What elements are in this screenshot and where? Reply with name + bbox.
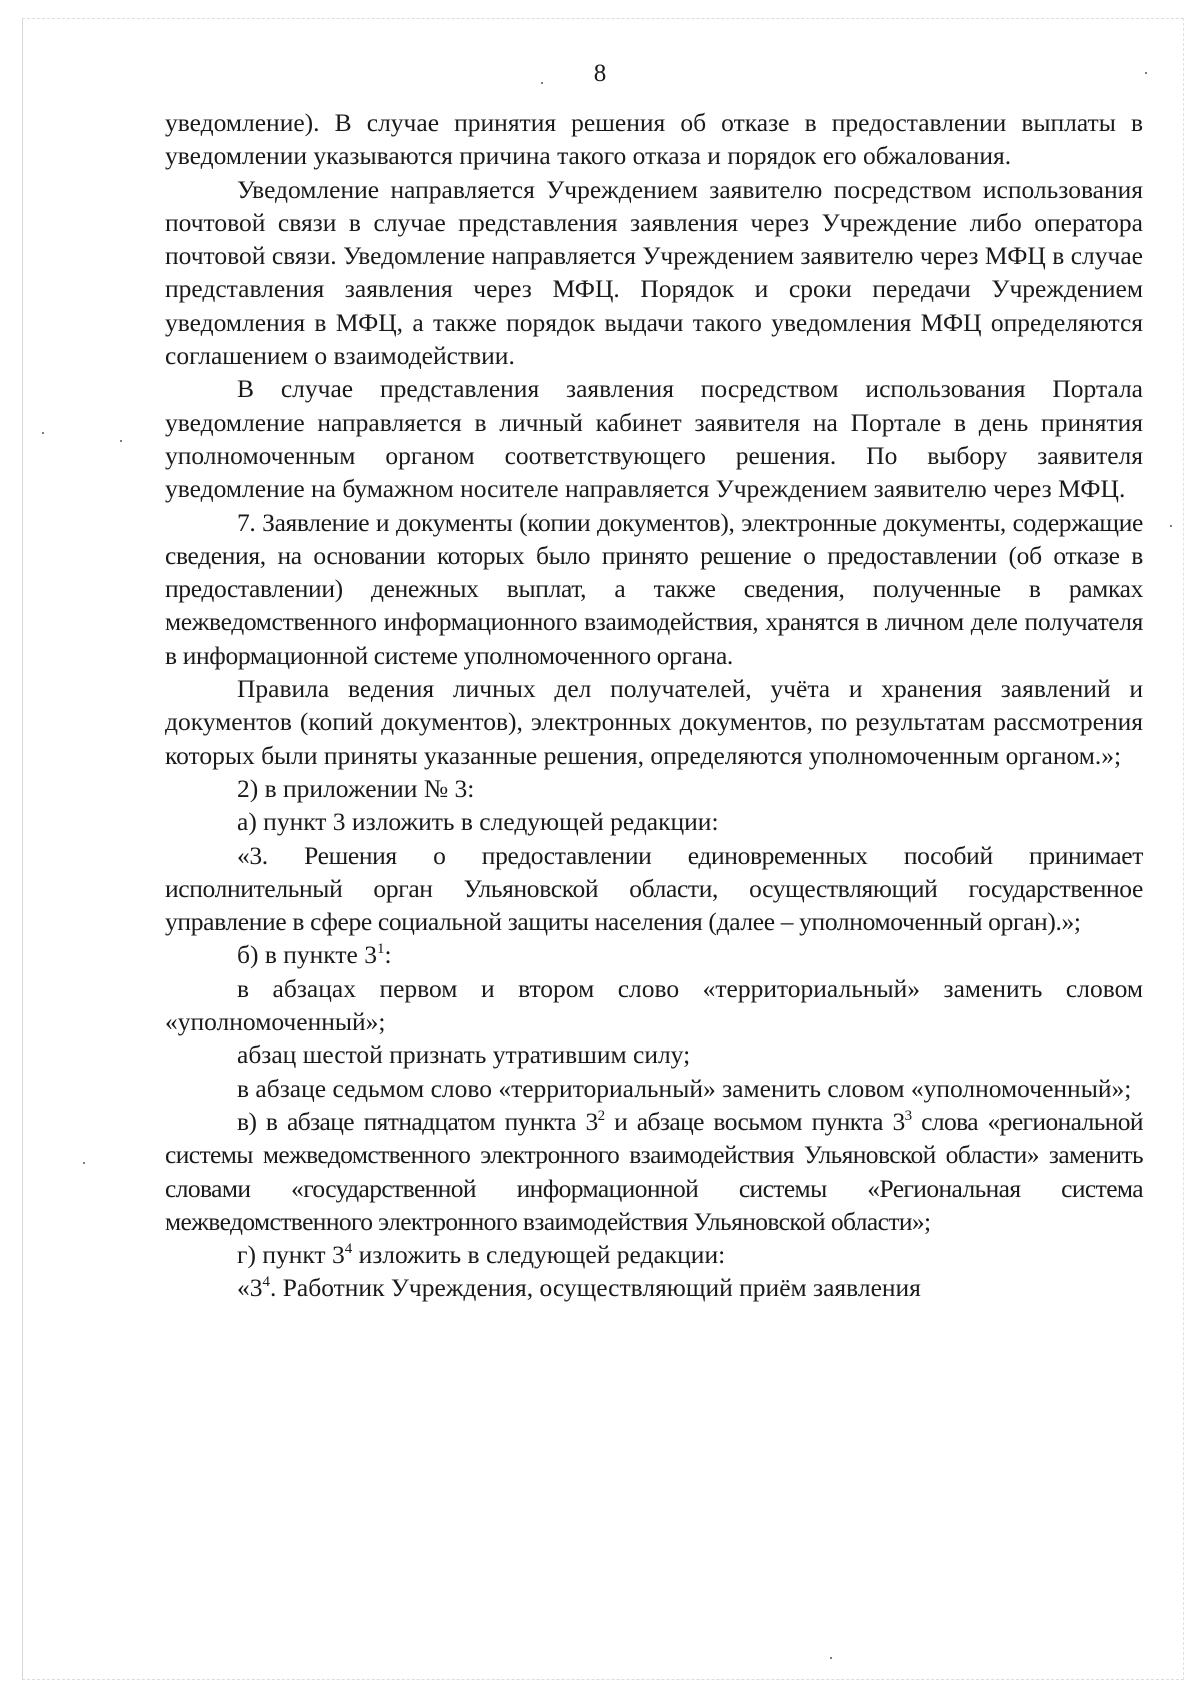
scan-speck [541, 82, 543, 84]
paragraph-9-superscript: 1 [376, 941, 385, 958]
scan-speck [83, 1162, 85, 1164]
paragraph-14-superscript: 4 [344, 1241, 353, 1258]
paragraph-13-superscript-2: 3 [904, 1107, 912, 1124]
paragraph-10: в абзацах первом и втором слово «территориальный» заменить словом «уполномоченный»; [165, 973, 1143, 1037]
paragraph-5: Правила ведения личных дел получателей, учёта и хранения заявлений и документов (копий документов), электронных документов, по результатам рассмотрения которых были приняты указанные решения, определяются уполномоченным органом.»; [165, 674, 1143, 770]
paragraph-15-part-2: . Работник Учреждения, осуществляющий приём заявления [270, 1273, 921, 1303]
paragraph-14-part-2: изложить в следующей редакции: [352, 1240, 726, 1270]
paragraph-8: «3. Решения о предоставлении единовременных пособий принимает исполнительный орган Ульяновской области, осуществляющий государственное управление в сфере социальной защиты населения (далее – уполномоченный орган).»; [165, 840, 1143, 937]
paragraph-11: абзац шестой признать утратившим силу; [237, 1040, 691, 1070]
paragraph-1: уведомление). В случае принятия решения об отказе в предоставлении выплаты в уведомлении указываются причина такого отказа и порядок его обжалования. [165, 108, 1143, 171]
paragraph-2: Уведомление направляется Учреждением заявителю посредством использования почтовой связи в случае представления заявления через Учреждение либо оператора почтовой связи. Уведомление направляется Учреждением заявителю через МФЦ в случае представления заявления через МФЦ. Порядок и сроки передачи Учреждением уведомления в МФЦ, а также порядок выдачи такого уведомления МФЦ определяются соглашением о взаимодействии. [165, 174, 1143, 371]
scan-speck [830, 1657, 832, 1659]
paragraph-13-part-2: и абзаце восьмом пункта 3 [604, 1106, 905, 1136]
paragraph-3: В случае представления заявления посредством использования Портала уведомление направляется в личный кабинет заявителя на Портале в день принятия уполномоченным органом соответствующего решения. По выбору заявителя уведомление на бумажном носителе направляется Учреждением заявителю через МФЦ. [165, 374, 1143, 504]
paragraph-15 [165, 1271, 1143, 1304]
paragraph-12: в абзаце седьмом слово «территориальный» заменить словом «уполномоченный»; [237, 1073, 1132, 1103]
paragraph-15-part-1: «3 [237, 1273, 263, 1303]
paragraph-13 [165, 1105, 1143, 1238]
page-number: 8 [593, 60, 607, 87]
document-body [165, 106, 1143, 1305]
paragraph-13-part-1: в) в абзаце пятнадцатом пункта 3 [237, 1106, 598, 1136]
paragraph-13-superscript-1: 2 [597, 1107, 605, 1124]
paragraph-4: 7. Заявление и документы (копии документов), электронные документы, содержащие сведения, на основании которых было принято решение о предоставлении (об отказе в предоставлении) денежных выплат, а также сведения, полученные в рамках межведомственного информационного взаимодействия, хранятся в личном деле получателя в информационной системе уполномоченного органа. [165, 507, 1143, 670]
paragraph-15-superscript: 4 [262, 1274, 270, 1291]
scan-speck [1145, 72, 1147, 74]
paragraph-9 [165, 938, 1143, 971]
scan-speck [42, 432, 44, 434]
paragraph-14-part-1: г) пункт 3 [237, 1240, 345, 1270]
paragraph-9-text: б) в пункте 3 [237, 940, 377, 970]
paragraph-13-part-3: слова «региональной системы межведомственного электронного взаимодействия Ульяновской области» заменить словами «государственной информационной системы «Региональная система межведомственного электронного взаимодействия Ульяновской области»; [165, 1106, 1143, 1236]
scan-speck [1170, 525, 1172, 527]
paragraph-6: 2) в приложении № 3: [237, 773, 475, 803]
paragraph-14 [165, 1238, 1143, 1271]
scan-speck [120, 440, 122, 442]
paragraph-7: а) пункт 3 изложить в следующей редакции: [237, 807, 719, 837]
paragraph-9-suffix: : [384, 940, 392, 970]
